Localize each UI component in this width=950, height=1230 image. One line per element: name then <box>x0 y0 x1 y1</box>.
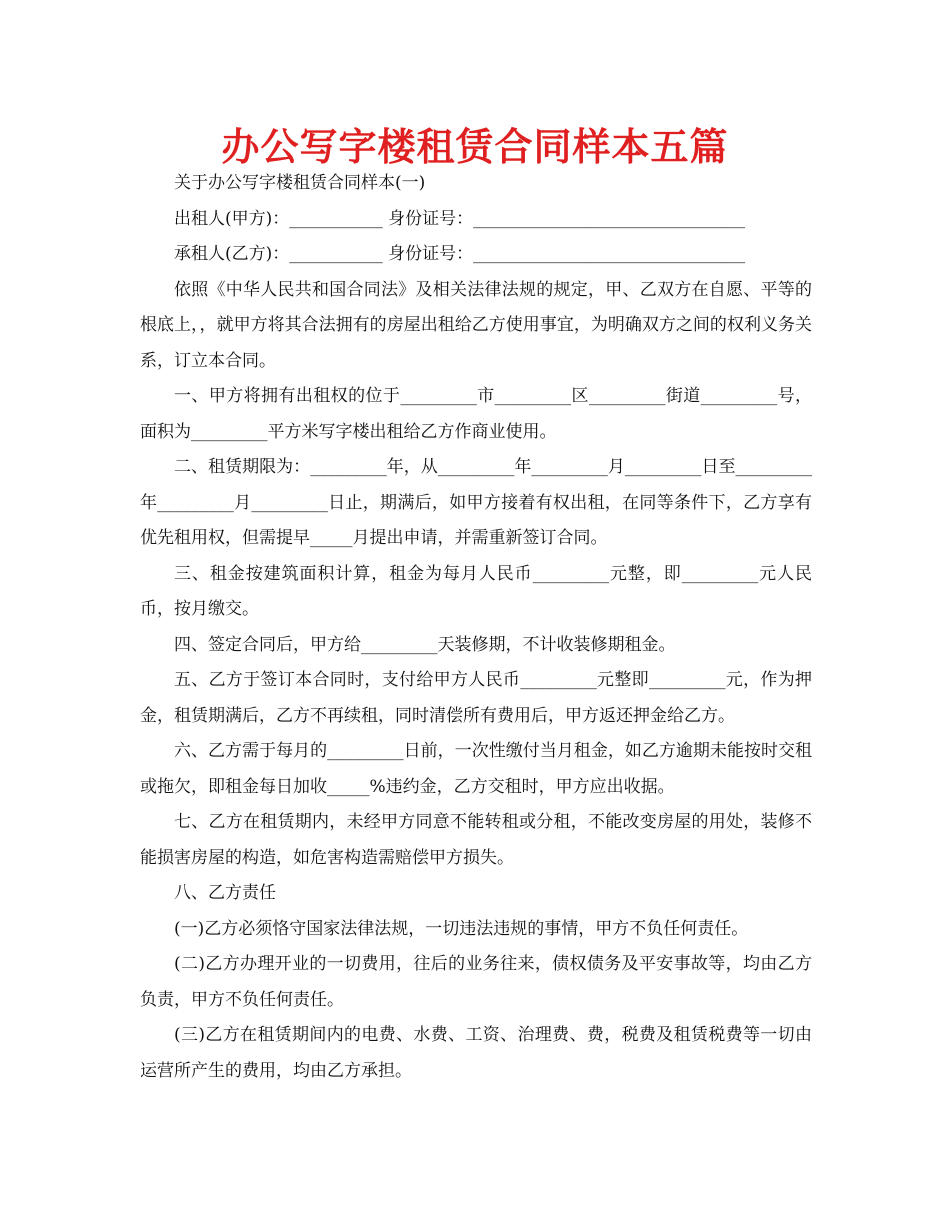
document-body <box>140 166 812 1089</box>
clause-6-payment: 六、乙方需于每月的_________日前，一次性缴付当月租金，如乙方逾期未能按时交租或拖欠，即租金每日加收_____%违约金，乙方交租时，甲方应出收据。 <box>140 741 812 797</box>
clause-5-deposit: 五、乙方于签订本合同时，支付给甲方人民币_________元整即_________元，作为押金，租赁期满后，乙方不再续租，同时清偿所有费用后，甲方返还押金给乙方。 <box>140 670 812 726</box>
clause-2-term: 二、租赁期限为：_________年，从_________年_________月_________日至_________年_________月_________日止，期满后，如甲方接着有权出租，在同等条件下，乙方享有优先租用权，但需提早_____月提出申请，并需重新签订合同。 <box>140 457 812 548</box>
clause-8-heading: 八、乙方责任 <box>174 883 276 903</box>
sub-clause-1: (一)乙方必须恪守国家法律法规，一切违法违规的事情，甲方不负任何责任。 <box>174 918 749 939</box>
sub-clause-2: (二)乙方办理开业的一切费用，往后的业务往来，债权债务及平安事故等，均由乙方负责，甲方不负任何责任。 <box>140 954 812 1010</box>
clause-1-location: 一、甲方将拥有出租权的位于_________市_________区_________街道_________号，面积为_________平方米写字楼出租给乙方作商业使用。 <box>140 386 812 442</box>
sub-clause-3: (三)乙方在租赁期间内的电费、水费、工资、治理费、费，税费及租赁税费等一切由运营所产生的费用，均由乙方承担。 <box>140 1025 812 1081</box>
lessor-line: 出租人(甲方)：___________ 身份证号：________________________________ <box>174 208 746 229</box>
document-subtitle: 关于办公写字楼租赁合同样本(一) <box>174 173 426 193</box>
clause-3-rent: 三、租金按建筑面积计算，租金为每月人民币_________元整，即_________元人民币，按月缴交。 <box>140 563 812 619</box>
document-title: 办公写字楼租赁合同样本五篇 <box>221 125 729 169</box>
clause-7-subletting: 七、乙方在租赁期内，未经甲方同意不能转租或分租，不能改变房屋的用处，装修不能损害房屋的构造，如危害构造需赔偿甲方损失。 <box>140 812 812 868</box>
lessee-line: 承租人(乙方)：___________ 身份证号：________________________________ <box>174 244 746 264</box>
preamble-paragraph: 依照《中华人民共和国合同法》及相关法律法规的规定，甲、乙双方在自愿、平等的根底上，，就甲方将其合法拥有的房屋出租给乙方使用事宜，为明确双方之间的权利义务关系，订立本合同。 <box>140 279 812 371</box>
clause-4-renovation: 四、签定合同后，甲方给_________天装修期，不计收装修期租金。 <box>174 634 676 655</box>
